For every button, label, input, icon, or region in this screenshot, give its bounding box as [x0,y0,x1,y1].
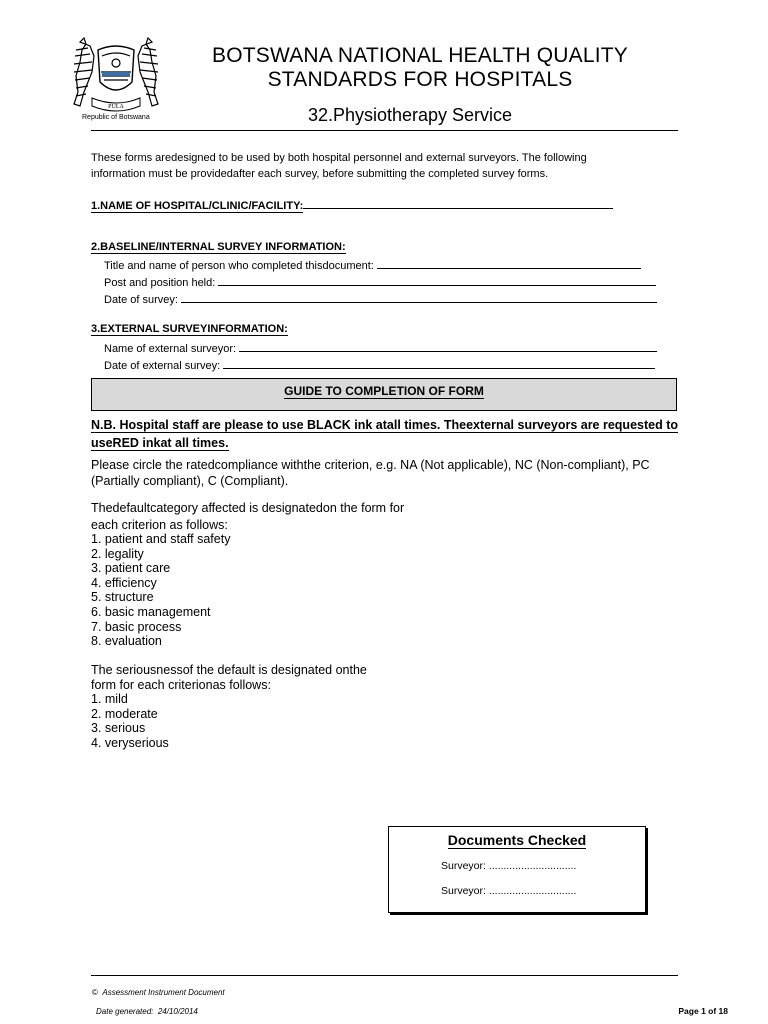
document-subtitle: 32.Physiotherapy Service [307,105,513,125]
section2-heading: 2.BASELINE/INTERNAL SURVEY INFORMATION: [91,241,346,253]
document-title-line1: BOTSWANA NATIONAL HEALTH QUALITY [212,44,628,67]
external-surveyor-line: Name of external surveyor: [104,341,657,355]
list-item: 7. basic process [91,619,182,634]
external-surveyor-field[interactable] [239,341,657,352]
list-item: 4. veryserious [91,735,169,750]
list-item: 1. patient and staff safety [91,532,231,546]
guide-heading: GUIDE TO COMPLETION OF FORM [284,384,484,398]
page-number: Page 1 of 18 [678,1006,728,1016]
seriousness-intro [91,663,367,692]
intro-line: information must be providedafter each survey, before submitting the completed survey forms. [91,168,549,180]
category-intro-line: each criterion as follows: [91,517,228,532]
post-position-line: Post and position held: [104,275,656,289]
category-intro [91,501,404,532]
hospital-name-field[interactable] [303,198,613,209]
intro-paragraph [91,150,651,182]
list-item: 1. mild [91,692,128,706]
date-of-survey-line: Date of survey: [104,292,657,306]
surveyor-signature-1[interactable]: Surveyor: .............................. [441,860,577,872]
list-item: 4. efficiency [91,575,157,590]
list-item: 3. patient care [91,561,171,576]
circle-instructions [91,457,681,489]
circle-line: Please circle the ratedcompliance withthe criterion, e.g. NA (Not applicable), NC (Non-compliant), PC [91,458,650,472]
copyright-icon: © [92,988,98,997]
section1-hospital-name: 1.NAME OF HOSPITAL/CLINIC/FACILITY: [91,198,613,212]
circle-line: (Partially compliant), C (Compliant). [91,474,289,488]
surveyor-signature-2[interactable]: Surveyor: .............................. [441,885,577,897]
guide-heading-box [91,378,677,411]
nb-line: N.B. Hospital staff are please to use BLACK ink atall times. Theexternal surveyors are requested to [91,418,678,432]
nb-line: useRED inkat all times. [91,436,229,450]
list-item: 2. legality [91,546,144,561]
list-item: 8. evaluation [91,634,162,649]
footer-divider [91,975,678,976]
header-divider [91,130,678,131]
republic-label: Republic of Botswana [82,114,150,121]
list-item: 5. structure [91,590,154,605]
external-date-line: Date of external survey: [104,358,655,372]
section3-heading: 3.EXTERNAL SURVEYINFORMATION: [91,323,288,335]
date-of-survey-field[interactable] [181,292,657,303]
footer-doc-name: © Assessment Instrument Document [92,988,225,997]
internal-person-field[interactable] [377,258,641,269]
list-item: 6. basic management [91,604,211,619]
nb-instructions [91,416,681,452]
category-list [91,532,230,649]
document-title-line2: STANDARDS FOR HOSPITALS [267,68,573,91]
external-date-field[interactable] [223,358,655,369]
category-intro-line: Thedefaultcategory affected is designatedon the form for [91,501,405,515]
seriousness-intro-line: form for each criterionas follows: [91,677,271,692]
internal-person-line: Title and name of person who completed thisdocument: [104,258,641,272]
seriousness-list [91,692,169,750]
intro-line: These forms aredesigned to be used by both hospital personnel and external surveyors. The following [91,152,587,164]
seriousness-intro-line: The seriousnessof the default is designated onthe [91,663,367,677]
footer-date: Date generated: 24/10/2014 [96,1007,198,1016]
documents-checked-heading: Documents Checked [447,832,587,848]
list-item: 2. moderate [91,706,158,721]
svg-text:PULA: PULA [108,104,124,110]
post-position-field[interactable] [218,275,656,286]
documents-checked-box [388,826,646,913]
list-item: 3. serious [91,721,146,736]
